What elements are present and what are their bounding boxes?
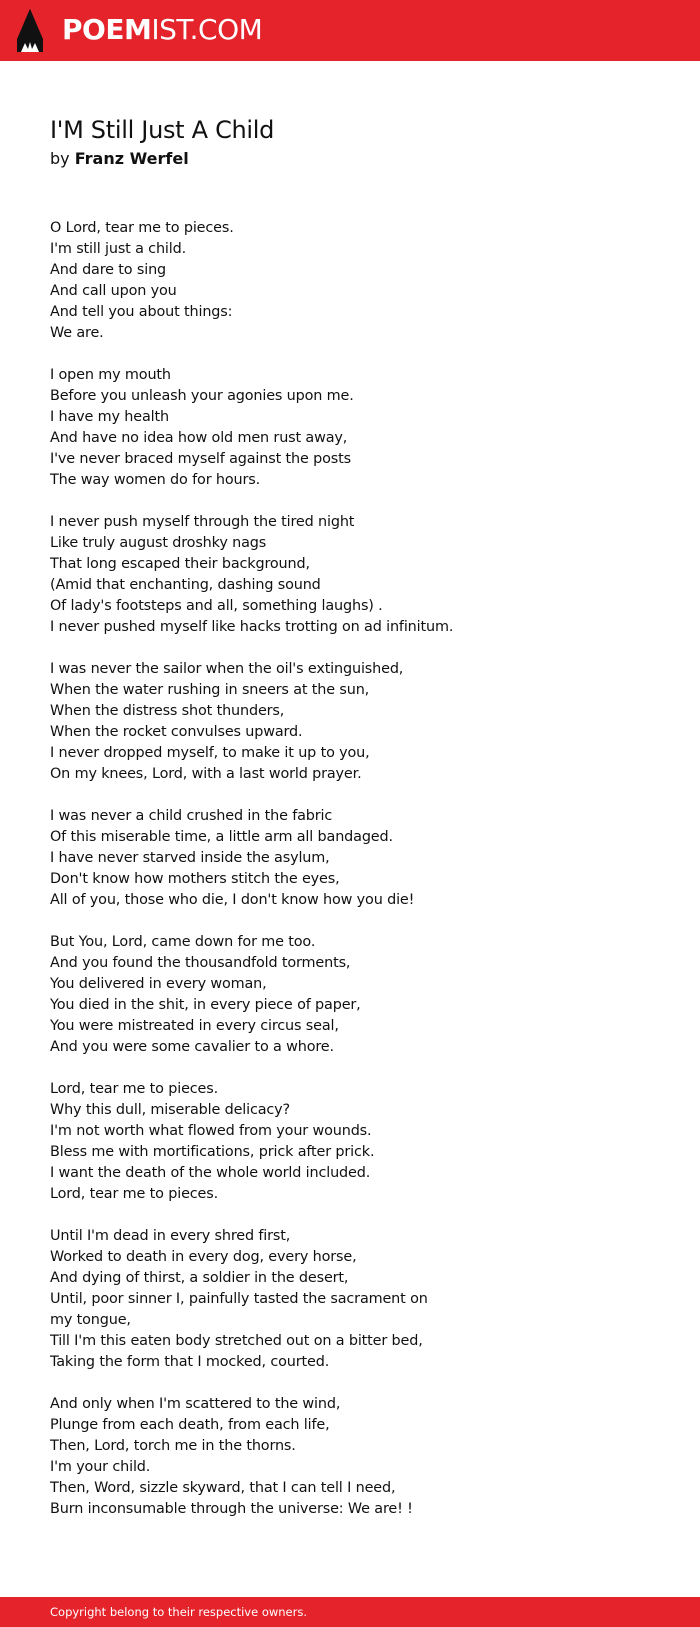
poem-line: Lord, tear me to pieces.: [50, 1081, 219, 1097]
poem-title: I'M Still Just A Child: [50, 116, 275, 144]
poem-line: When the rocket convulses upward.: [50, 724, 303, 740]
poem-line: The way women do for hours.: [50, 472, 261, 488]
poem-line: Don't know how mothers stitch the eyes,: [50, 871, 340, 887]
poem-line: Then, Word, sizzle skyward, that I can tell I need,: [50, 1480, 396, 1496]
poem-line: I never push myself through the tired night: [50, 514, 355, 530]
poem-line: I want the death of the whole world included.: [50, 1165, 371, 1181]
poem-line: Till I'm this eaten body stretched out on a bitter bed,: [50, 1333, 423, 1349]
poem-line: We are.: [50, 325, 104, 341]
poem-line: You died in the shit, in every piece of paper,: [50, 997, 361, 1013]
poem-body: [50, 218, 454, 1541]
site-logo[interactable]: [62, 12, 262, 48]
poem-line: That long escaped their background,: [50, 556, 310, 572]
poem-stanza: [50, 1394, 450, 1520]
poem-line: When the water rushing in sneers at the sun,: [50, 682, 370, 698]
poem-line: Taking the form that I mocked, courted.: [50, 1354, 330, 1370]
poem-line: You were mistreated in every circus seal,: [50, 1018, 339, 1034]
poem-line: Until I'm dead in every shred first,: [50, 1228, 291, 1244]
poem-stanza: [50, 659, 450, 785]
copyright-text: Copyright belong to their respective owners.: [50, 1605, 308, 1619]
poem-stanza: [50, 218, 450, 344]
poem-stanza: [50, 512, 454, 638]
poem-line: And dying of thirst, a soldier in the desert,: [50, 1270, 349, 1286]
poem-line: I'm still just a child.: [50, 241, 187, 257]
logo-text-bold: POEM: [62, 13, 152, 46]
poem-line: I was never the sailor when the oil's extinguished,: [50, 661, 404, 677]
poem-line: And you were some cavalier to a whore.: [50, 1039, 334, 1055]
poem-line: Burn inconsumable through the universe: We are! !: [50, 1501, 413, 1517]
author-name: Franz Werfel: [74, 149, 189, 168]
poem-line: I never dropped myself, to make it up to you,: [50, 745, 370, 761]
poem-line: But You, Lord, came down for me too.: [50, 934, 316, 950]
poem-byline: [50, 148, 189, 170]
poem-line: Why this dull, miserable delicacy?: [50, 1102, 291, 1118]
poem-line: And only when I'm scattered to the wind,: [50, 1396, 341, 1412]
poem-line: I'm not worth what flowed from your wounds.: [50, 1123, 372, 1139]
poem-line: Bless me with mortifications, prick after prick.: [50, 1144, 375, 1160]
poem-line: Then, Lord, torch me in the thorns.: [50, 1438, 296, 1454]
byline-prefix: by: [50, 149, 70, 168]
poem-stanza: [50, 806, 450, 911]
poem-line: On my knees, Lord, with a last world prayer.: [50, 766, 362, 782]
pencil-logo-icon[interactable]: [17, 9, 43, 52]
poem-line: Worked to death in every dog, every horse,: [50, 1249, 357, 1265]
poem-line: I have never starved inside the asylum,: [50, 850, 330, 866]
poem-stanza: [50, 932, 450, 1058]
poem-line: Plunge from each death, from each life,: [50, 1417, 330, 1433]
poem-line: I've never braced myself against the posts: [50, 451, 351, 467]
poem-line: I was never a child crushed in the fabric: [50, 808, 333, 824]
poem-stanza: [50, 1226, 450, 1373]
site-footer: [0, 1597, 700, 1627]
poem-line: When the distress shot thunders,: [50, 703, 285, 719]
poem-stanza: [50, 365, 450, 491]
poem-stanza: [50, 1079, 450, 1205]
site-header: [0, 0, 700, 61]
poem-line: All of you, those who die, I don't know how you die!: [50, 892, 415, 908]
poem-line: Of this miserable time, a little arm all bandaged.: [50, 829, 393, 845]
poem-line: I have my health: [50, 409, 169, 425]
poem-line: O Lord, tear me to pieces.: [50, 220, 234, 236]
poem-line: You delivered in every woman,: [50, 976, 267, 992]
poem-line: Like truly august droshky nags: [50, 535, 267, 551]
poem-line: And have no idea how old men rust away,: [50, 430, 348, 446]
poem-line: I'm your child.: [50, 1459, 151, 1475]
logo-text-light: IST.COM: [151, 13, 263, 46]
poem-line: And tell you about things:: [50, 304, 233, 320]
poem-line: I never pushed myself like hacks trotting on ad infinitum.: [50, 619, 454, 635]
poem-line: And dare to sing: [50, 262, 167, 278]
poem-line: Lord, tear me to pieces.: [50, 1186, 219, 1202]
poem-line: (Amid that enchanting, dashing sound: [50, 577, 321, 593]
poem-line: And you found the thousandfold torments,: [50, 955, 351, 971]
poem-line: Until, poor sinner I, painfully tasted the sacrament on my tongue,: [50, 1291, 428, 1328]
poem-line: Of lady's footsteps and all, something laughs) .: [50, 598, 383, 614]
poem-line: And call upon you: [50, 283, 177, 299]
poem-line: Before you unleash your agonies upon me.: [50, 388, 354, 404]
poem-line: I open my mouth: [50, 367, 171, 383]
